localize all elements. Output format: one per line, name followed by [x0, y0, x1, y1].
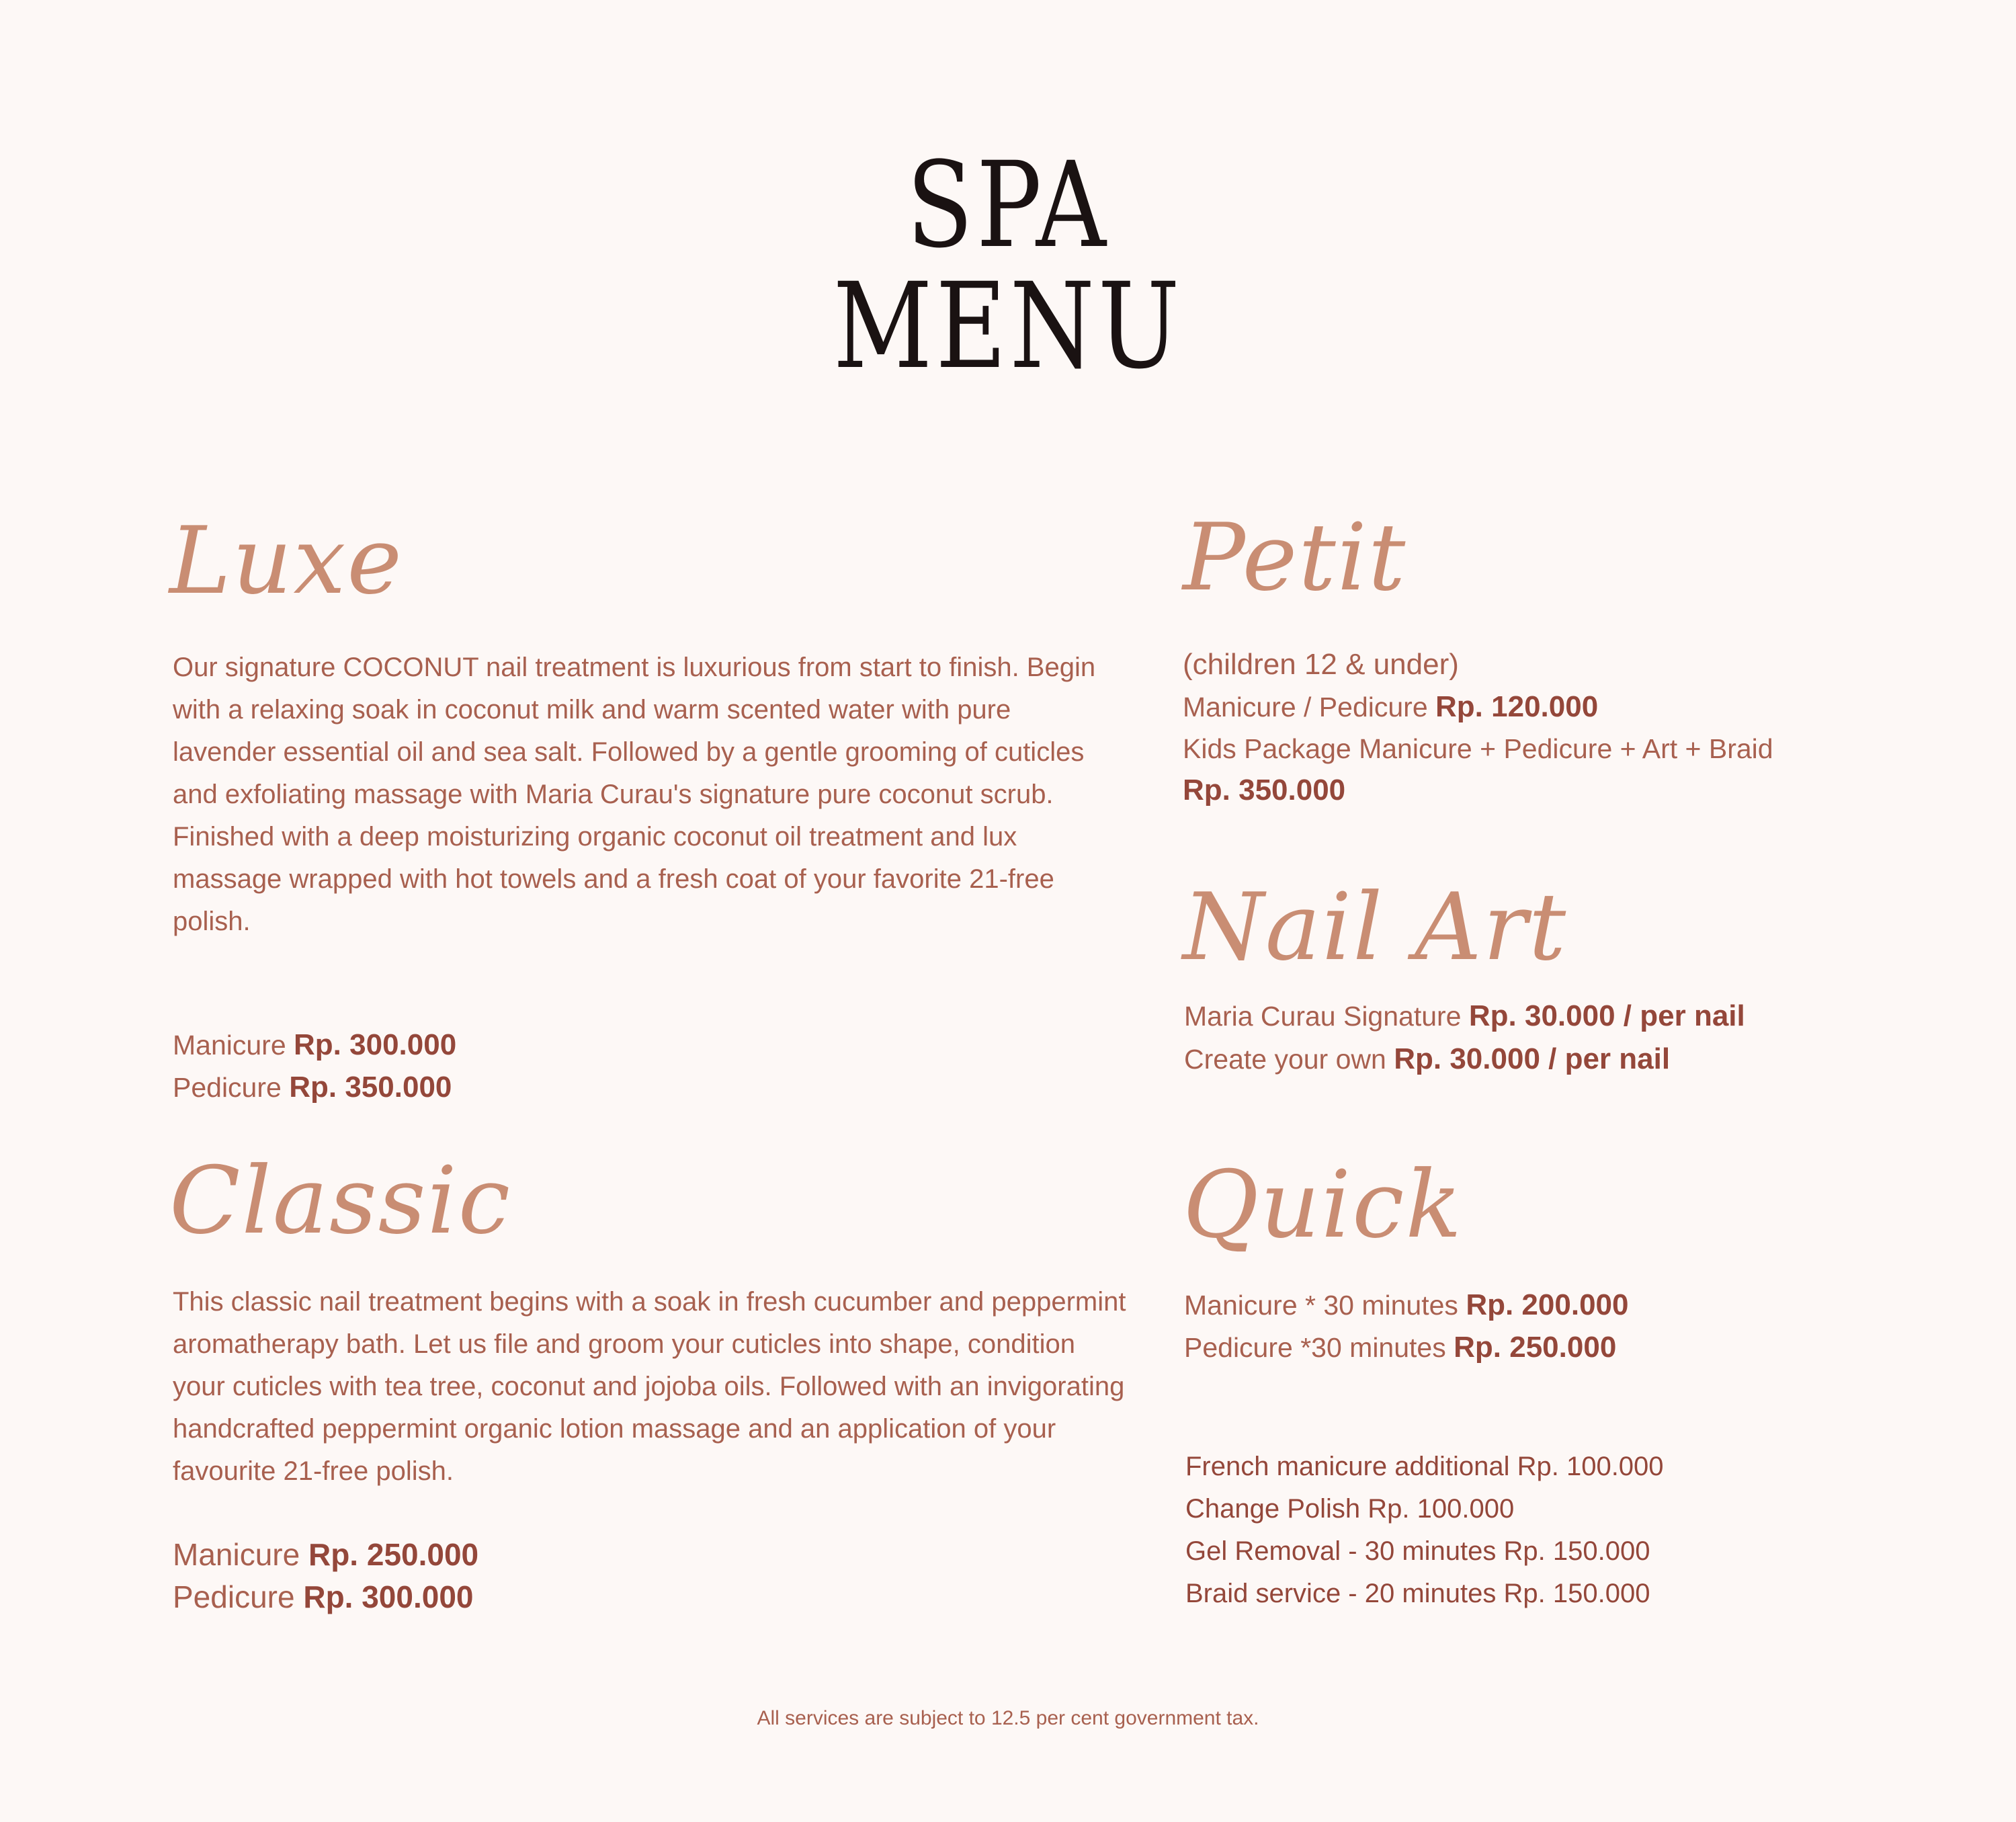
extra-braid-service: Braid service - 20 minutes Rp. 150.000 — [1185, 1579, 1650, 1608]
extra-french-manicure: French manicure additional Rp. 100.000 — [1185, 1452, 1664, 1481]
item-price: Rp. 30.000 / per nail — [1468, 999, 1745, 1032]
item-price: Rp. 350.000 — [1183, 774, 1346, 806]
price-value: Rp. 350.000 — [289, 1071, 452, 1104]
classic-price-manicure — [173, 1534, 478, 1575]
menu-title-line1: SPA — [907, 136, 1109, 274]
nail-art-item-signature — [1184, 995, 1745, 1037]
luxe-price-pedicure — [173, 1067, 452, 1108]
item-label: Maria Curau Signature — [1184, 1001, 1462, 1032]
item-label: Create your own — [1184, 1044, 1386, 1075]
luxe-heading: Luxe — [169, 507, 404, 615]
classic-description: This classic nail treatment begins with a soak in fresh cucumber and peppermint aromatherapy bath. Let us file and groom your cuticles into shape, condition your cuticles with tea tree, coconut and jojoba oils. Followed with an invigorating handcrafted peppermint organic lotion massage and an application of your favourite 21-free polish. — [173, 1287, 1126, 1486]
tax-footnote: All services are subject to 12.5 per cent government tax. — [757, 1707, 1259, 1729]
petit-item-kids-package — [1183, 728, 1773, 770]
extra-gel-removal: Gel Removal - 30 minutes Rp. 150.000 — [1185, 1536, 1650, 1566]
extra-change-polish: Change Polish Rp. 100.000 — [1185, 1494, 1515, 1524]
item-label: Manicure / Pedicure — [1183, 692, 1428, 722]
quick-item-manicure — [1184, 1284, 1628, 1326]
luxe-price-manicure — [173, 1024, 456, 1066]
price-value: Rp. 300.000 — [303, 1579, 474, 1614]
item-price: Rp. 30.000 / per nail — [1394, 1042, 1671, 1075]
item-label: Manicure * 30 minutes — [1184, 1290, 1458, 1321]
item-label: Pedicure *30 minutes — [1184, 1332, 1446, 1363]
item-price: Rp. 200.000 — [1466, 1288, 1629, 1321]
item-label: Kids Package Manicure + Pedicure + Art + Braid — [1183, 733, 1773, 764]
petit-item-manicure-pedicure — [1183, 686, 1598, 728]
nail-art-heading: Nail Art — [1183, 873, 1568, 981]
item-price: Rp. 250.000 — [1454, 1331, 1617, 1364]
nail-art-item-create-own — [1184, 1038, 1670, 1080]
price-value: Rp. 250.000 — [308, 1537, 479, 1572]
quick-heading: Quick — [1183, 1151, 1464, 1259]
price-value: Rp. 300.000 — [294, 1028, 457, 1061]
price-label: Manicure — [173, 1537, 300, 1572]
menu-title-line2: MENU — [833, 257, 1183, 395]
classic-price-pedicure — [173, 1576, 474, 1618]
petit-item-kids-package-price — [1183, 770, 1345, 811]
price-label: Manicure — [173, 1030, 286, 1061]
luxe-description: Our signature COCONUT nail treatment is luxurious from start to finish. Begin with a relaxing soak in coconut milk and warm scented water with pure lavender essential oil and sea salt. Followed by a gentle grooming of cuticles and exfoliating massage with Maria Curau's signature pure coconut scrub. Finished with a deep moisturizing organic coconut oil treatment and lux massage wrapped with hot towels and a fresh coat of your favorite 21-free polish. — [173, 653, 1096, 936]
price-label: Pedicure — [173, 1072, 282, 1103]
price-label: Pedicure — [173, 1579, 295, 1614]
petit-note: (children 12 & under) — [1183, 648, 1459, 681]
petit-heading: Petit — [1183, 503, 1407, 612]
classic-heading: Classic — [169, 1147, 512, 1255]
quick-item-pedicure — [1184, 1327, 1616, 1368]
item-price: Rp. 120.000 — [1435, 690, 1599, 723]
